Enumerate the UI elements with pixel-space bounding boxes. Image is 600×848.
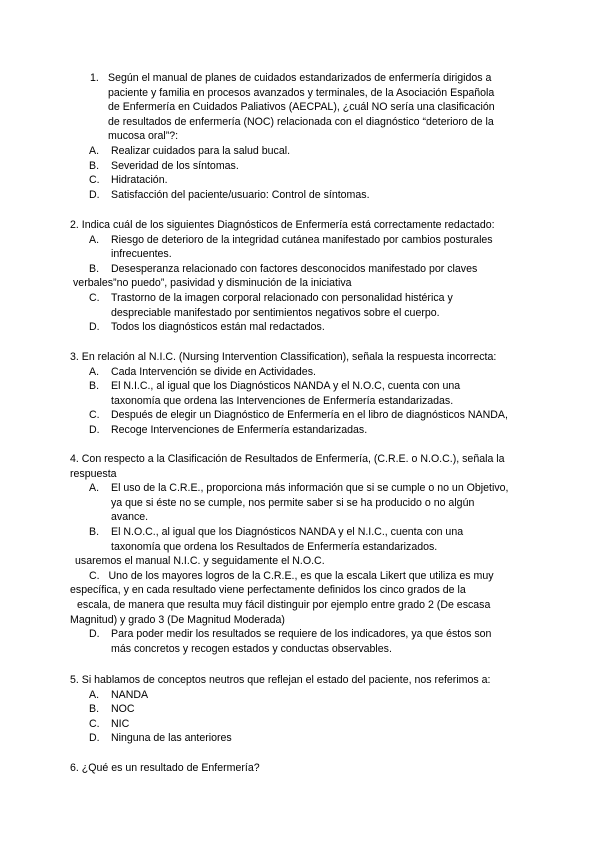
option-letter: D. (89, 628, 100, 641)
option-letter: D. (89, 423, 100, 436)
question-4-stem: 4. Con respecto a la Clasificación de Resultados de Enfermería, (C.R.E. o N.O.C.), señala la (70, 453, 505, 465)
option-c (89, 408, 530, 423)
option-a (89, 233, 530, 262)
option-text: taxonomía que ordena los Resultados de Enfermería estandarizados. (111, 540, 438, 553)
option-text: Realizar cuidados para la salud bucal. (111, 144, 291, 157)
option-c-continuation: escala, de manera que resulta muy fácil distinguir por ejemplo entre grado 2 (De escasa (77, 598, 491, 611)
option-letter: D. (89, 321, 100, 334)
question-3 (70, 350, 530, 438)
stem-line: de resultados de enfermería (NOC) relacionada con el diagnóstico “deterioro de la (108, 115, 494, 128)
option-text: Para poder medir los resultados se requiere de los indicadores, ya que éstos son (111, 628, 492, 641)
option-text: NIC (111, 717, 130, 730)
option-b (89, 702, 530, 717)
question-2-options (89, 233, 530, 277)
option-text: NANDA (111, 688, 149, 701)
option-text: Riesgo de deterioro de la integridad cutánea manifestado por cambios posturales (111, 233, 493, 246)
question-3-stem: 3. En relación al N.I.C. (Nursing Intervention Classification), señala la respuesta incorrecta: (70, 351, 497, 363)
option-text: Uno de los mayores logros de la C.R.E., es que la escala Likert que utiliza es muy (108, 569, 494, 582)
option-text: más concretos y recogen estados y conductas observables. (111, 642, 392, 655)
option-a (89, 144, 530, 159)
option-letter: C. (89, 409, 100, 422)
option-letter: B. (89, 159, 100, 172)
option-a (89, 365, 530, 380)
option-letter: A. (89, 233, 100, 246)
option-letter: B. (89, 525, 100, 538)
option-b-continuation: usaremos el manual N.I.C. y seguidamente el N.O.C. (75, 555, 325, 568)
option-letter: A. (89, 144, 100, 157)
option-text: despreciable manifestado por sentimientos negativos sobre el cuerpo. (111, 306, 440, 319)
option-c-continuation: Magnitud) y grado 3 (De Magnitud Moderada) (70, 613, 285, 626)
option-b (89, 379, 530, 408)
option-d (89, 627, 530, 656)
option-text: El N.I.C., al igual que los Diagnósticos NANDA y el N.O.C, cuenta con una (111, 380, 461, 393)
option-text: Cada Intervención se divide en Actividades. (111, 365, 316, 378)
option-letter: B. (89, 703, 100, 716)
option-d (89, 731, 530, 746)
option-letter: B. (89, 262, 100, 275)
option-text: infrecuentes. (111, 248, 172, 261)
option-c (89, 291, 530, 320)
option-text: avance. (111, 511, 149, 524)
option-letter: B. (89, 380, 100, 393)
question-1-options (89, 144, 530, 202)
option-b-continuation: verbales”no puedo”, pasividad y disminución de la iniciativa (73, 277, 352, 290)
option-c (89, 173, 530, 188)
option-letter: C. (89, 174, 100, 187)
option-letter: D. (89, 188, 100, 201)
option-text: ya que si éste no se cumple, nos permite saber si se ha producido o no algún (111, 496, 475, 509)
question-2-options-cont (89, 291, 530, 335)
option-text: Ninguna de las anteriores (111, 732, 232, 745)
option-text: taxonomía que ordena las Intervenciones de Enfermería estandarizadas. (111, 394, 454, 407)
option-text: Todos los diagnósticos están mal redactados. (111, 321, 325, 334)
option-text: El N.O.C., al igual que los Diagnósticos NANDA y el N.I.C., cuenta con una (111, 525, 464, 538)
option-a (89, 688, 530, 703)
option-c (70, 569, 530, 584)
option-text: Después de elegir un Diagnóstico de Enfermería en el libro de diagnósticos NANDA, (111, 409, 508, 422)
question-1 (70, 71, 530, 202)
question-2 (70, 218, 530, 335)
option-letter: C. (89, 717, 100, 730)
question-1-number: 1. (90, 72, 99, 84)
question-2-stem: 2. Indica cuál de los siguientes Diagnósticos de Enfermería está correctamente redactado: (70, 219, 495, 231)
stem-line: Según el manual de planes de cuidados estandarizados de enfermería dirigidos a (108, 72, 492, 84)
option-letter: C. (89, 291, 100, 304)
option-d (89, 188, 530, 203)
option-text: El uso de la C.R.E., proporciona más información que si se cumple o no un Objetivo, (111, 482, 509, 495)
question-1-stem (70, 71, 530, 144)
option-letter: A. (89, 365, 100, 378)
option-text: Recoge Intervenciones de Enfermería estandarizadas. (111, 423, 368, 436)
question-4-options (89, 481, 530, 554)
stem-line: de Enfermería en Cuidados Paliativos (AECPAL), ¿cuál NO sería una clasificación (108, 101, 495, 114)
option-text: NOC (111, 703, 135, 716)
option-a (89, 481, 530, 525)
option-text: Hidratación. (111, 174, 168, 187)
option-d (89, 423, 530, 438)
option-text: Severidad de los síntomas. (111, 159, 239, 172)
option-b (89, 159, 530, 174)
option-letter: A. (89, 688, 100, 701)
question-6 (70, 761, 530, 776)
option-letter: A. (89, 482, 100, 495)
option-text: Trastorno de la imagen corporal relacionado con personalidad histérica y (111, 291, 453, 304)
option-d (89, 320, 530, 335)
question-4 (70, 452, 530, 656)
question-4-stem: respuesta (70, 467, 117, 480)
question-3-options (89, 365, 530, 438)
question-6-stem: 6. ¿Qué es un resultado de Enfermería? (70, 762, 260, 774)
option-letter: D. (89, 732, 100, 745)
question-4-options-cont (89, 627, 530, 656)
question-5-options (89, 688, 530, 746)
option-b (89, 525, 530, 554)
option-b (89, 262, 530, 277)
question-5-stem: 5. Si hablamos de conceptos neutros que reflejan el estado del paciente, nos referimos a: (70, 674, 491, 686)
option-c-continuation: específica, y en cada resultado viene perfectamente definidos los cinco grados de la (70, 584, 466, 597)
stem-line: mucosa oral”?: (108, 130, 179, 143)
option-text: Satisfacción del paciente/usuario: Control de síntomas. (111, 188, 370, 201)
option-letter: C. (89, 569, 100, 582)
question-5 (70, 673, 530, 746)
stem-line: paciente y familia en procesos avanzados y terminales, de la Asociación Española (108, 86, 495, 99)
option-text: Desesperanza relacionado con factores desconocidos manifestado por claves (111, 262, 478, 275)
option-c (89, 717, 530, 732)
